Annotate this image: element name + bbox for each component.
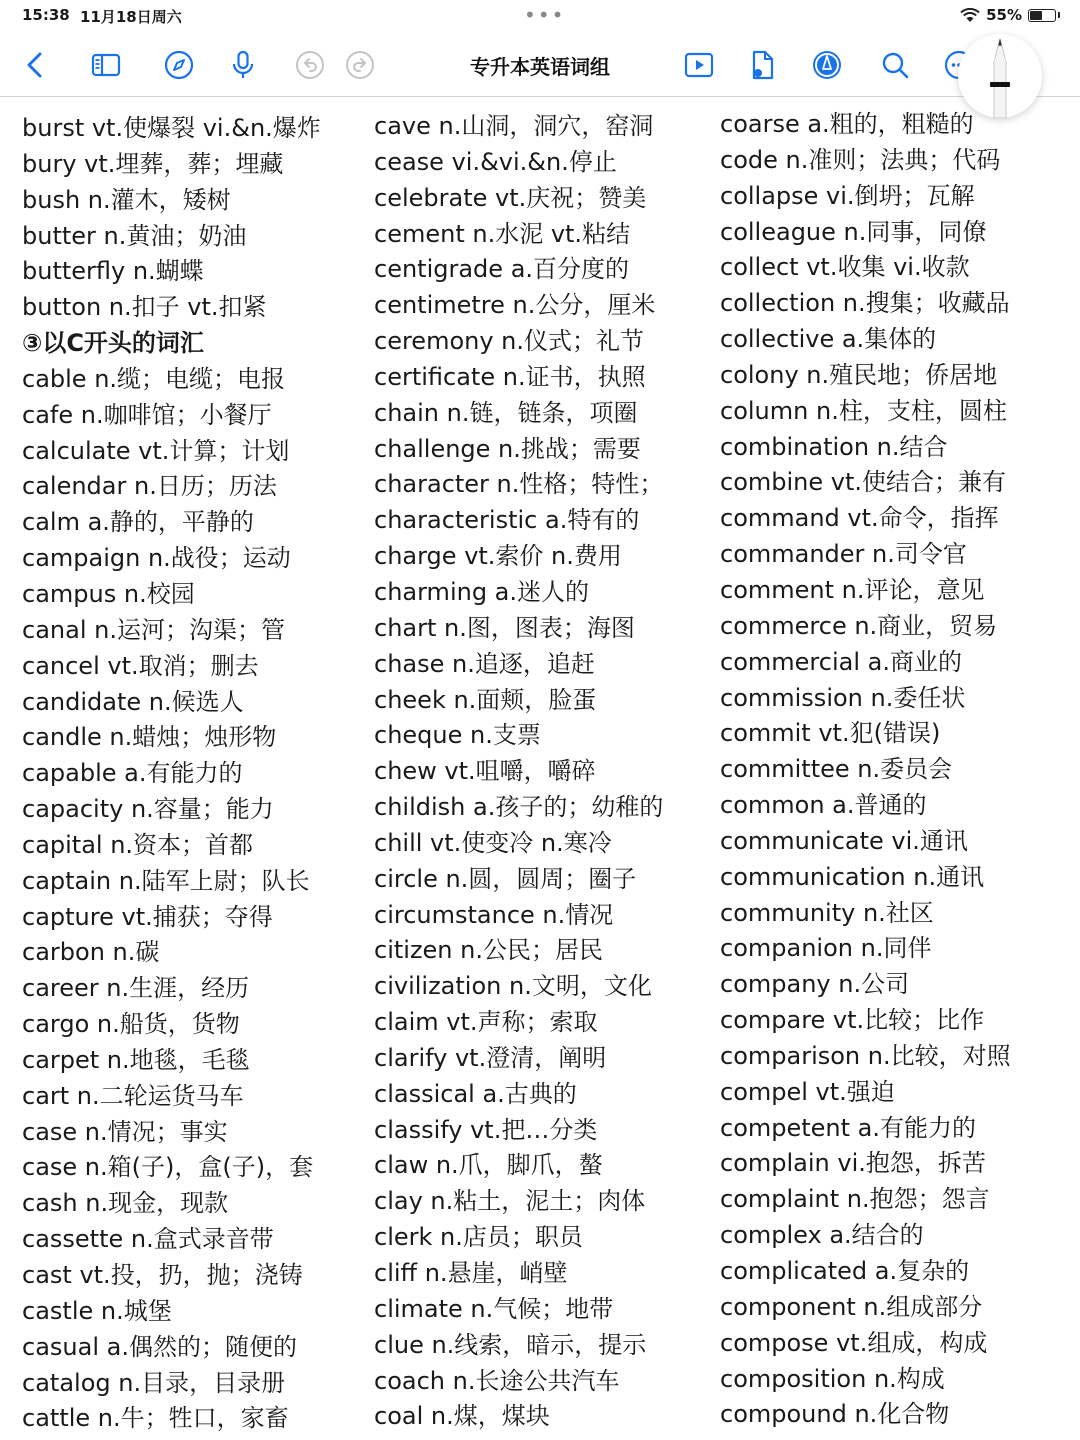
word-entry: community n.社区 [720, 898, 934, 927]
word-column-2 [374, 109, 663, 1435]
word-entry: claw n.爪，脚爪，螯 [374, 1151, 603, 1180]
word-entry: chew vt.咀嚼，嚼碎 [374, 757, 596, 786]
word-entry: complain vi.抱怨，拆苦 [720, 1149, 986, 1178]
word-entry: capacity n.容量；能力 [22, 795, 274, 824]
word-entry: cafe n.咖啡馆；小餐厅 [22, 400, 272, 429]
document-page[interactable] [0, 97, 1080, 1440]
word-entry: capable a.有能力的 [22, 759, 243, 788]
word-entry: cement n.水泥 vt.粘结 [374, 219, 631, 248]
word-entry: commission n.委任状 [720, 683, 966, 712]
word-entry: coal n.煤，煤块 [374, 1402, 550, 1431]
word-entry: canal n.运河；沟渠；管 [22, 615, 285, 644]
word-entry: case n.箱(子)，盒(子)，套 [22, 1153, 314, 1182]
word-entry: component n.组成部分 [720, 1292, 983, 1321]
redo-icon[interactable] [343, 48, 377, 82]
toolbar [0, 34, 1080, 97]
word-entry: commit vt.犯(错误) [720, 719, 941, 748]
word-entry: complex a.结合的 [720, 1221, 924, 1250]
word-entry: coach n.长途公共汽车 [374, 1366, 620, 1395]
word-entry: candle n.蜡烛；烛形物 [22, 723, 277, 752]
word-entry: clarify vt.澄清，阐明 [374, 1043, 607, 1072]
word-entry: colony n.殖民地；侨居地 [720, 360, 998, 389]
word-entry: company n.公司 [720, 970, 910, 999]
word-entry: compound n.化合物 [720, 1400, 950, 1429]
word-entry: commercial a.商业的 [720, 647, 962, 676]
word-entry: carbon n.碳 [22, 938, 160, 967]
word-entry: code n.准则；法典；代码 [720, 145, 1001, 174]
wifi-icon [960, 8, 980, 23]
word-entry: challenge n.挑战；需要 [374, 434, 641, 463]
document-title: 专升本英语词组 [470, 55, 610, 79]
word-entry: comparison n.比较，对照 [720, 1041, 1011, 1070]
word-entry: career n.生涯，经历 [22, 974, 250, 1003]
word-entry: campaign n.战役；运动 [22, 544, 291, 573]
word-entry: coarse a.粗的，粗糙的 [720, 110, 974, 138]
compass-icon[interactable] [162, 48, 196, 82]
word-entry: communicate vi.通讯 [720, 826, 968, 855]
word-entry: butter n.黄油；奶油 [22, 221, 247, 250]
word-column-3 [720, 107, 1011, 1433]
word-entry: bush n.灌木，矮树 [22, 185, 231, 214]
word-entry: cassette n.盒式录音带 [22, 1225, 274, 1254]
word-entry: command vt.命令，指挥 [720, 504, 999, 533]
word-entry: citizen n.公民；居民 [374, 936, 603, 965]
word-entry: chain n.链，链条，项圈 [374, 398, 638, 427]
word-entry: chill vt.使变冷 n.寒冷 [374, 828, 612, 857]
undo-icon[interactable] [293, 48, 327, 82]
word-entry: characteristic a.特有的 [374, 506, 640, 535]
word-entry: collapse vi.倒坍；瓦解 [720, 181, 975, 210]
word-entry: case n.情况；事实 [22, 1117, 228, 1146]
word-entry: candidate n.候选人 [22, 687, 244, 716]
word-entry: cable n.缆；电缆；电报 [22, 364, 286, 393]
word-entry: casual a.偶然的；随便的 [22, 1332, 297, 1361]
word-entry: compare vt.比较；比作 [720, 1006, 985, 1035]
word-entry: catalog n.目录，目录册 [22, 1368, 286, 1397]
word-entry: castle n.城堡 [22, 1296, 172, 1325]
status-bar [0, 0, 1080, 34]
word-entry: ceremony n.仪式；礼节 [374, 327, 645, 356]
word-entry: cliff n.悬崖，峭壁 [374, 1259, 568, 1287]
word-entry: cargo n.船货，货物 [22, 1010, 240, 1039]
battery-tip [1058, 12, 1060, 18]
status-time: 15:38 [22, 6, 70, 24]
word-entry: combine vt.使结合；兼有 [720, 468, 1007, 497]
status-right [960, 6, 1060, 24]
word-entry: comment n.评论，意见 [720, 575, 985, 604]
word-entry: burst vt.使爆裂 vi.&n.爆炸 [22, 114, 321, 142]
word-entry: combination n.结合 [720, 432, 948, 461]
word-entry: capital n.资本；首都 [22, 830, 254, 859]
word-entry: cheque n.支票 [374, 721, 541, 750]
word-entry: claim vt.声称；索取 [374, 1008, 598, 1037]
word-entry: compel vt.强迫 [720, 1077, 895, 1106]
word-entry: centigrade a.百分度的 [374, 255, 630, 284]
word-entry: colleague n.同事，同僚 [720, 217, 987, 246]
word-entry: compose vt.组成，构成 [720, 1328, 988, 1357]
word-entry: character n.性格；特性； [374, 470, 664, 499]
pen-circle-icon[interactable] [810, 48, 844, 82]
word-entry: classical a.古典的 [374, 1079, 577, 1108]
word-entry: competent a.有能力的 [720, 1113, 977, 1142]
word-entry: commander n.司令官 [720, 540, 967, 569]
word-entry: cease vi.&vi.&n.停止 [374, 147, 617, 176]
word-entry: cancel vt.取消；删去 [22, 651, 259, 680]
word-entry: chart n.图，图表；海图 [374, 613, 635, 642]
word-entry: cast vt.投，扔，抛；浇铸 [22, 1261, 303, 1289]
word-entry: calendar n.日历；历法 [22, 472, 277, 501]
word-entry: civilization n.文明，文化 [374, 972, 652, 1001]
word-column-1 [22, 111, 321, 1437]
word-entry: calm a.静的，平静的 [22, 508, 254, 537]
word-entry: campus n.校园 [22, 579, 195, 608]
word-entry: childish a.孩子的；幼稚的 [374, 793, 664, 822]
multitasking-dots-icon[interactable]: ••• [524, 3, 566, 27]
battery-fill [1030, 11, 1042, 20]
word-entry: commerce n.商业，贸易 [720, 611, 998, 640]
word-entry: collect vt.收集 vi.收款 [720, 253, 970, 282]
document-user-icon[interactable] [746, 48, 780, 82]
back-icon[interactable] [18, 48, 52, 82]
microphone-icon[interactable] [226, 48, 260, 82]
word-entry: climate n.气候；地带 [374, 1294, 614, 1323]
word-entry: collective a.集体的 [720, 325, 937, 354]
word-entry: capture vt.捕获；夺得 [22, 902, 273, 931]
word-entry: companion n.同伴 [720, 934, 932, 963]
word-entry: charming a.迷人的 [374, 577, 590, 606]
play-icon[interactable] [682, 48, 716, 82]
word-entry: circle n.圆，圆周；圈子 [374, 864, 637, 893]
word-entry: complaint n.抱怨；怨言 [720, 1185, 990, 1214]
word-entry: clue n.线索，暗示，提示 [374, 1330, 647, 1359]
word-entry: classify vt.把…分类 [374, 1115, 598, 1144]
word-entry: collection n.搜集；收藏品 [720, 289, 1010, 318]
status-date: 11月18日周六 [80, 8, 182, 26]
word-entry: column n.柱，支柱，圆柱 [720, 396, 1007, 425]
word-entry: calculate vt.计算；计划 [22, 436, 290, 465]
sidebar-icon[interactable] [89, 48, 123, 82]
battery-icon [1028, 9, 1056, 22]
word-entry: celebrate vt.庆祝；赞美 [374, 183, 647, 212]
section-heading: ③以C开头的词汇 [22, 329, 204, 358]
word-entry: composition n.构成 [720, 1364, 945, 1393]
word-entry: cheek n.面颊，脸蛋 [374, 685, 597, 714]
word-entry: carpet n.地毯，毛毯 [22, 1045, 250, 1074]
word-entry: butterfly n.蝴蝶 [22, 257, 204, 286]
search-icon[interactable] [878, 48, 912, 82]
word-entry: chase n.追逐，追赶 [374, 649, 595, 678]
word-entry: certificate n.证书，执照 [374, 362, 646, 391]
word-entry: clerk n.店员；职员 [374, 1223, 583, 1252]
word-entry: captain n.陆军上尉；队长 [22, 866, 310, 895]
word-entry: bury vt.埋葬，葬；埋藏 [22, 149, 284, 178]
word-entry: cattle n.牛；牲口，家畜 [22, 1404, 289, 1433]
word-entry: charge vt.索价 n.费用 [374, 542, 622, 571]
word-entry: cart n.二轮运货马车 [22, 1081, 244, 1110]
word-entry: button n.扣子 vt.扣紧 [22, 293, 267, 322]
word-entry: cave n.山洞，洞穴，窑洞 [374, 112, 654, 140]
word-entry: centimetre n.公分，厘米 [374, 291, 656, 320]
word-entry: clay n.粘土，泥土；肉体 [374, 1187, 646, 1216]
word-entry: complicated a.复杂的 [720, 1257, 970, 1285]
word-entry: common a.普通的 [720, 791, 927, 820]
word-entry: circumstance n.情况 [374, 900, 614, 929]
battery-percent: 55% [986, 6, 1022, 24]
word-entry: committee n.委员会 [720, 755, 953, 784]
word-entry: cash n.现金，现款 [22, 1189, 229, 1218]
word-entry: communication n.通讯 [720, 862, 985, 891]
